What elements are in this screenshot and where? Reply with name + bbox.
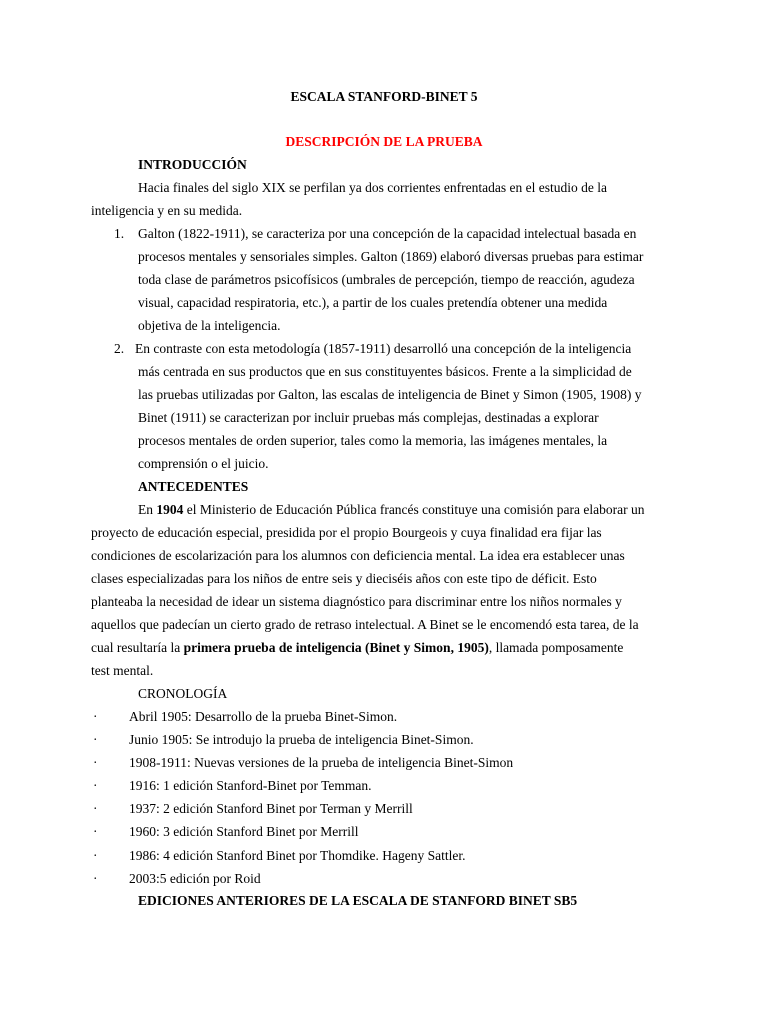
- bold-year: 1904: [156, 502, 184, 517]
- cronologia-item: 1937: 2 edición Stanford Binet por Terman y Merrill: [129, 801, 413, 816]
- document-title: ESCALA STANFORD-BINET 5: [290, 89, 478, 104]
- cronologia-item: 1916: 1 edición Stanford-Binet por Temman.: [129, 778, 372, 793]
- cronologia-item: 2003:5 edición por Roid: [129, 871, 261, 886]
- ediciones-heading: EDICIONES ANTERIORES DE LA ESCALA DE STANFORD BINET SB5: [138, 893, 578, 908]
- list-item-line: Galton (1822-1911), se caracteriza por una concepción de la capacidad intelectual basada en: [138, 226, 637, 241]
- intro-line: inteligencia y en su medida.: [91, 203, 243, 218]
- list-item-line: procesos mentales y sensoriales simples. Galton (1869) elaboró diversas pruebas para estimar: [138, 249, 644, 264]
- list-item-line: más centrada en sus productos que en sus constituyentes básicos. Frente a la simplicidad de: [138, 364, 632, 379]
- bullet: ·: [93, 801, 98, 816]
- text-span: cual resultaría la: [91, 640, 184, 655]
- cronologia-item: Junio 1905: Se introdujo la prueba de inteligencia Binet-Simon.: [129, 732, 474, 747]
- bullet: ·: [93, 871, 98, 886]
- text-span: el Ministerio de Educación Pública francés constituye una comisión para elaborar un: [183, 502, 645, 517]
- intro-heading: INTRODUCCIÓN: [138, 157, 247, 172]
- list-item-line: toda clase de parámetros psicofísicos (umbrales de percepción, tiempo de reacción, agudeza: [138, 272, 635, 287]
- list-item-number: 1.: [114, 226, 125, 241]
- bullet: ·: [93, 709, 98, 724]
- list-item-line: objetiva de la inteligencia.: [138, 318, 281, 333]
- antecedentes-line: planteaba la necesidad de idear un sistema diagnóstico para discriminar entre los niños normales y: [91, 594, 622, 609]
- antecedentes-line: clases especializadas para los niños de entre seis y dieciséis años con este tipo de déficit. Esto: [91, 571, 597, 586]
- bullet: ·: [93, 824, 98, 839]
- cronologia-item: 1960: 3 edición Stanford Binet por Merrill: [129, 824, 359, 839]
- antecedentes-line: proyecto de educación especial, presidida por el propio Bourgeois y cuya finalidad era fijar las: [91, 525, 602, 540]
- antecedentes-line: aquellos que padecían un cierto grado de retraso intelectual. A Binet se le encomendó esta tarea, de la: [91, 617, 639, 632]
- list-item-line: las pruebas utilizadas por Galton, las escalas de inteligencia de Binet y Simon (1905, 1908) y: [138, 387, 642, 402]
- text-span: En: [138, 502, 157, 517]
- document-subtitle: DESCRIPCIÓN DE LA PRUEBA: [285, 134, 483, 149]
- list-item-number: 2.: [114, 341, 125, 356]
- cronologia-item: 1908-1911: Nuevas versiones de la prueba de inteligencia Binet-Simon: [129, 755, 514, 770]
- bullet: ·: [93, 778, 98, 793]
- list-item-line: visual, capacidad respiratoria, etc.), a partir de los cuales pretendía obtener una medida: [138, 295, 608, 310]
- antecedentes-line: condiciones de escolarización para los alumnos con deficiencia mental. La idea era establecer unas: [91, 548, 625, 563]
- list-item-line: procesos mentales de orden superior, tales como la memoria, las imágenes mentales, la: [138, 433, 608, 448]
- bullet: ·: [93, 848, 98, 863]
- text-span: , llamada pomposamente: [488, 640, 624, 655]
- antecedentes-line: [138, 501, 644, 518]
- antecedentes-heading: ANTECEDENTES: [138, 479, 249, 494]
- bold-phrase: primera prueba de inteligencia (Binet y Simon, 1905): [183, 640, 489, 655]
- bullet: ·: [93, 755, 98, 770]
- antecedentes-line: test mental.: [91, 663, 154, 678]
- bullet: ·: [93, 732, 98, 747]
- antecedentes-line: [91, 639, 623, 656]
- cronologia-heading: CRONOLOGÍA: [138, 686, 228, 701]
- list-item-line: Binet (1911) se caracterizan por incluir pruebas más complejas, destinadas a explorar: [138, 410, 599, 425]
- list-item-line: comprensión o el juicio.: [138, 456, 269, 471]
- cronologia-item: 1986: 4 edición Stanford Binet por Thomdike. Hageny Sattler.: [129, 848, 466, 863]
- cronologia-item: Abril 1905: Desarrollo de la prueba Binet-Simon.: [129, 709, 398, 724]
- intro-line: Hacia finales del siglo XIX se perfilan ya dos corrientes enfrentadas en el estudio de la: [138, 180, 607, 195]
- list-item-line: En contraste con esta metodología (1857-1911) desarrolló una concepción de la inteligencia: [135, 341, 632, 356]
